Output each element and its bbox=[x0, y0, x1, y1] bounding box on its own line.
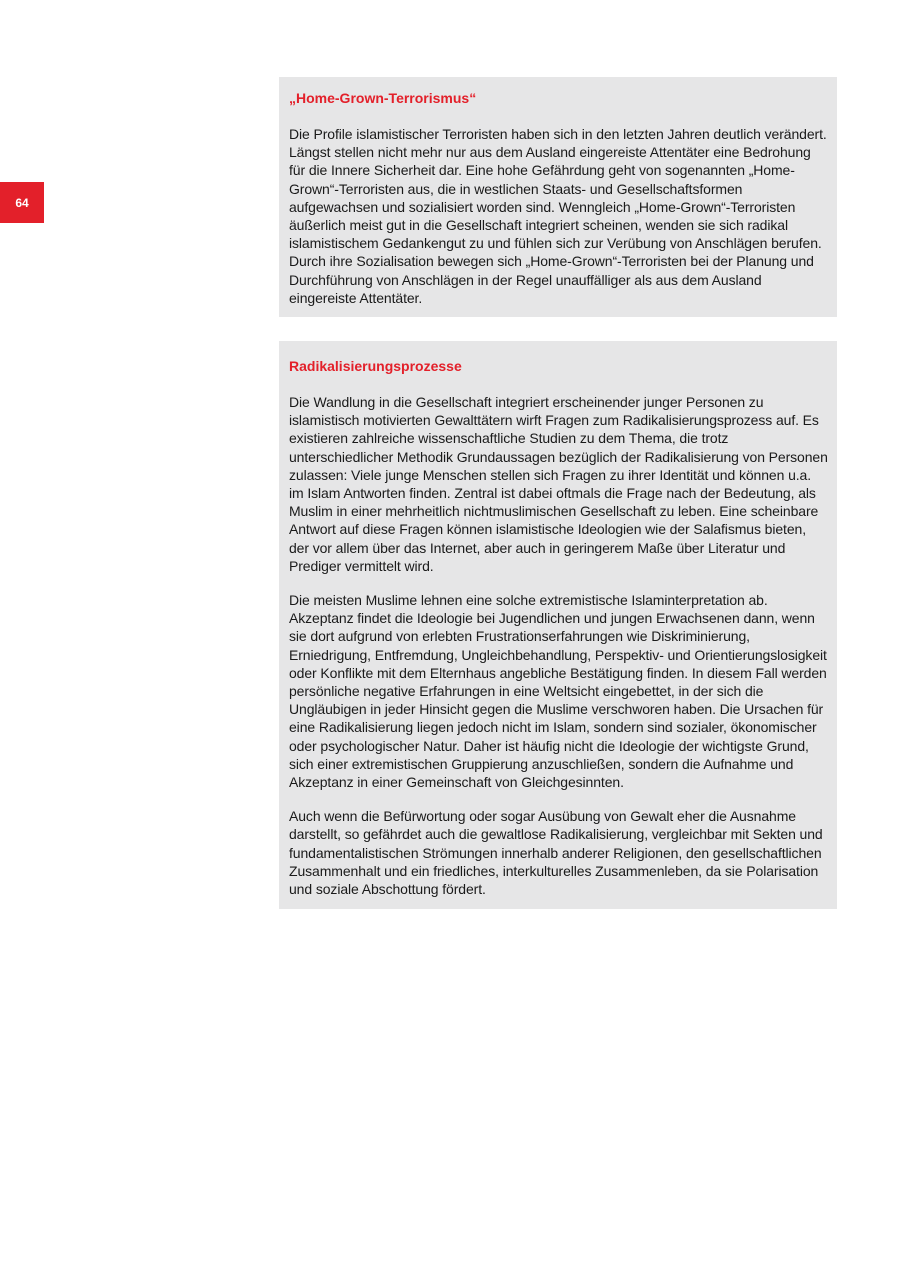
section-paragraph: Die meisten Muslime lehnen eine solche extremistische Islaminterpretation ab. Akzeptanz findet die Ideologie bei Jugendlichen und jungen Erwachsenen dann, wenn sie dort aufgrund von erlebten Frustrationserfahrungen wie Diskriminierung, Erniedrigung, Entfremdung, Ungleichbehandlung, Perspektiv- und Orientierungslosigkeit oder Konflikte mit dem Elternhaus angebliche Bestätigung finden. In diesem Fall werden persönliche negative Erfahrungen in eine Weltsicht eingebettet, in der sich die Ungläubigen in jeder Hinsicht gegen die Muslime verschworen haben. Die Ursachen für eine Radikalisierung liegen jedoch nicht im Islam, sondern sind sozialer, ökonomischer oder psychologischer Natur. Daher ist häufig nicht die Ideologie der wichtigste Grund, sich einer extremistischen Gruppierung anzuschließen, sondern die Aufnahme und Akzeptanz in einer Gemeinschaft von Gleichgesinnten. bbox=[289, 592, 827, 791]
page-number: 64 bbox=[15, 195, 29, 210]
info-box-home-grown-terrorism bbox=[279, 77, 837, 317]
section-title: Radikalisierungsprozesse bbox=[289, 358, 462, 374]
section-paragraph: Die Wandlung in die Gesellschaft integriert erscheinender junger Personen zu islamistisch motivierten Gewalttätern wirft Fragen zum Radikalisierungsprozess auf. Es existieren zahlreiche wissenschaftliche Studien zu dem Thema, die trotz unterschiedlicher Methodik Grundaussagen bezüglich der Radikalisierung von Personen zulassen: Viele junge Menschen stellen sich Fragen zu ihrer Identität und können u.a. im Islam Antworten finden. Zentral ist dabei oftmals die Frage nach der Bedeutung, als Muslim in einer mehrheitlich nichtmuslimischen Gesellschaft zu leben. Eine scheinbare Antwort auf diese Fragen können islamistische Ideologien wie der Salafismus bieten, der vor allem über das Internet, aber auch in geringerem Maße über Literatur und Prediger vermittelt wird. bbox=[289, 394, 828, 574]
info-box-radicalization-processes bbox=[279, 341, 837, 909]
section-title: „Home-Grown-Terrorismus“ bbox=[289, 90, 477, 106]
section-paragraph: Auch wenn die Befürwortung oder sogar Ausübung von Gewalt eher die Ausnahme darstellt, so gefährdet auch die gewaltlose Radikalisierung, vergleichbar mit Sekten und fundamentalistischen Strömungen innerhalb anderer Religionen, den gesellschaftlichen Zusammenhalt und ein friedliches, interkulturelles Zusammenleben, da sie Polarisation und soziale Abschottung fördert. bbox=[289, 808, 823, 898]
page-number-tab bbox=[0, 182, 44, 223]
section-paragraph: Die Profile islamistischer Terroristen haben sich in den letzten Jahren deutlich verändert. Längst stellen nicht mehr nur aus dem Ausland eingereiste Attentäter eine Bedrohung für die Innere Sicherheit dar. Eine hohe Gefährdung geht von sogenannten „Home-Grown“-Terroristen aus, die in westlichen Staats- und Gesellschaftsformen aufgewachsen und sozialisiert worden sind. Wenngleich „Home-Grown“-Terroristen äußerlich meist gut in die Gesellschaft integriert scheinen, wenden sie sich radikal islamistischem Gedankengut zu und fühlen sich zur Verübung von Anschlägen berufen. Durch ihre Sozialisation bewegen sich „Home-Grown“-Terroristen bei der Planung und Durchführung von Anschlägen in der Regel unauffälliger als aus dem Ausland eingereiste Attentäter. bbox=[289, 126, 827, 306]
